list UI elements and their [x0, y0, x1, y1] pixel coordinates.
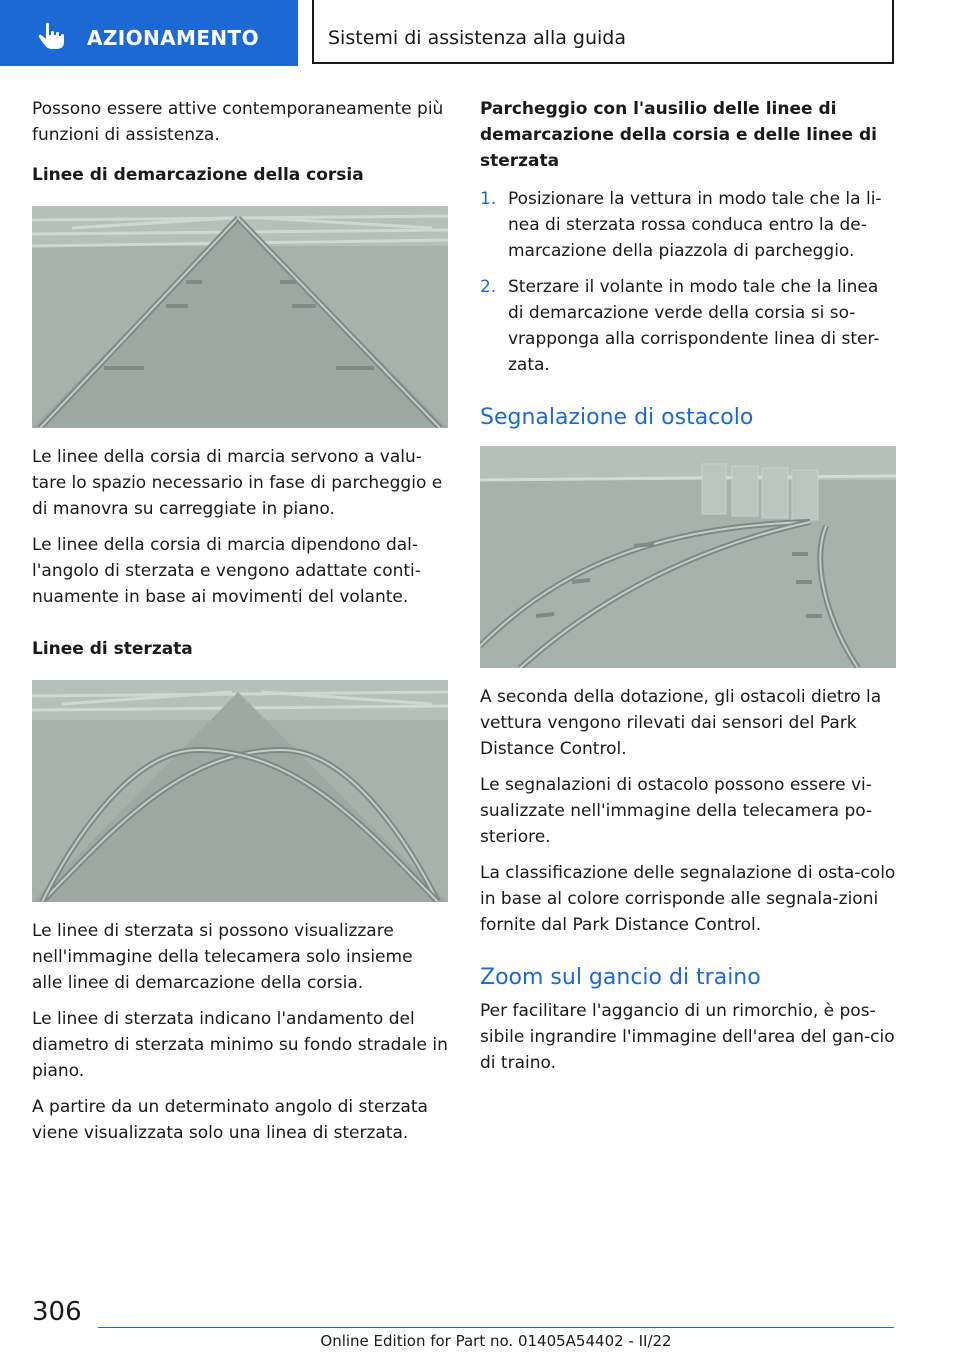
- footer-divider: [98, 1327, 894, 1328]
- step-text: Sterzare il volante in modo tale che la linea di demarcazione verde della corsia si so-vrapponga alla corrispondente linea di ster-zata.: [508, 277, 880, 375]
- step-number: 2.: [480, 277, 497, 297]
- chapter-title: Sistemi di assistenza alla guida: [328, 27, 627, 49]
- step-text: Posizionare la vettura in modo tale che la li-nea di sterzata rossa conduca entro la de-marcazione della piazzola di parcheggio.: [508, 189, 882, 261]
- obstacle-illustration: [480, 446, 896, 668]
- section-title: AZIONAMENTO: [87, 26, 259, 50]
- right-column: [480, 96, 896, 1086]
- hand-pointer-icon: [34, 22, 70, 50]
- step-number: 1.: [480, 189, 497, 209]
- chapter-header: [312, 0, 894, 64]
- steering-lines-paragraph-3: A partire da un determinato angolo di sterzata viene visualizzata solo una linea di sterzata.: [32, 1097, 428, 1143]
- obstacle-paragraph-1: A seconda della dotazione, gli ostacoli dietro la vettura vengono rilevati dai sensori del Park Distance Control.: [480, 687, 882, 759]
- lane-lines-heading: Linee di demarcazione della corsia: [32, 165, 364, 185]
- page-number: 306: [32, 1297, 82, 1327]
- lane-lines-paragraph-2: Le linee della corsia di marcia dipendono dal-l'angolo di sterzata e vengono adattate conti-nuamente in base ai movimenti del volante.: [32, 535, 421, 607]
- section-tab: [0, 0, 298, 66]
- steering-lines-illustration: [32, 680, 448, 902]
- obstacle-section-title: Segnalazione di ostacolo: [480, 405, 754, 430]
- zoom-paragraph: Per facilitare l'aggancio di un rimorchio, è pos-sibile ingrandire l'immagine dell'area del gan-cio di traino.: [480, 1001, 895, 1073]
- obstacle-paragraph-2: Le segnalazioni di ostacolo possono essere vi-sualizzate nell'immagine della telecamera po-steriore.: [480, 775, 873, 847]
- zoom-section-title: Zoom sul gancio di traino: [480, 965, 761, 990]
- left-column: [32, 96, 448, 1156]
- lane-lines-paragraph-1: Le linee della corsia di marcia servono a valu-tare lo spazio necessario in fase di parcheggio e di manovra su carreggiate in piano.: [32, 447, 443, 519]
- lane-lines-illustration: [32, 206, 448, 428]
- intro-paragraph: Possono essere attive contemporaneamente più funzioni di assistenza.: [32, 99, 444, 145]
- obstacle-paragraph-3: La classificazione delle segnalazione di osta-colo in base al colore corrisponde alle segnala-zioni fornite dal Park Distance Control.: [480, 863, 896, 935]
- list-item: [480, 186, 896, 264]
- list-item: [480, 274, 896, 378]
- footer-edition: Online Edition for Part no. 01405A54402 - II/22: [320, 1332, 672, 1350]
- steering-lines-paragraph-2: Le linee di sterzata indicano l'andamento del diametro di sterzata minimo su fondo stradale in piano.: [32, 1009, 448, 1081]
- parking-heading: Parcheggio con l'ausilio delle linee di demarcazione della corsia e delle linee di sterzata: [480, 99, 877, 171]
- parking-steps: [480, 186, 896, 378]
- steering-lines-paragraph-1: Le linee di sterzata si possono visualizzare nell'immagine della telecamera solo insieme alle linee di demarcazione della corsia.: [32, 921, 413, 993]
- steering-lines-heading: Linee di sterzata: [32, 639, 193, 659]
